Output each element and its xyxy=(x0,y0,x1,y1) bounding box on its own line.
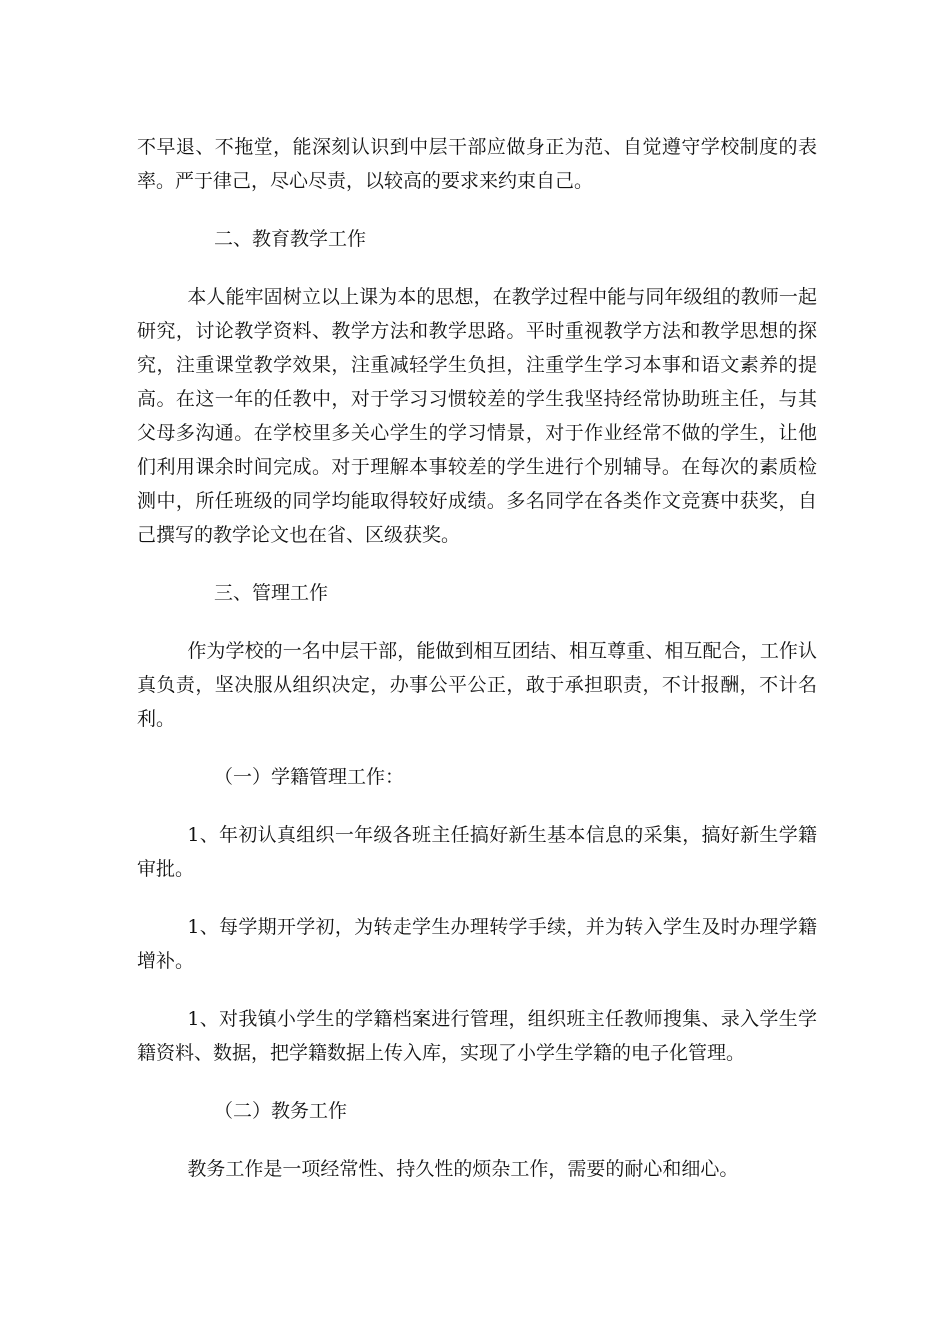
subsection-heading-student-records: （一）学籍管理工作： xyxy=(214,766,405,788)
list-item-records-archive: 1、对我镇小学生的学籍档案进行管理，组织班主任教师搜集、录入学生学籍资料、数据，把学籍数据上传入库，实现了小学生学籍的电子化管理。 xyxy=(137,1008,817,1064)
list-item-new-students: 1、年初认真组织一年级各班主任搞好新生基本信息的采集，搞好新生学籍审批。 xyxy=(137,824,817,880)
paragraph-academic-affairs: 教务工作是一项经常性、持久性的烦杂工作，需要的耐心和细心。 xyxy=(187,1158,739,1180)
paragraph-management: 作为学校的一名中层干部，能做到相互团结、相互尊重、相互配合，工作认真负责，坚决服从组织决定，办事公平公正，敢于承担职责，不计报酬，不计名利。 xyxy=(137,640,817,730)
paragraph-teaching: 本人能牢固树立以上课为本的思想，在教学过程中能与同年级组的教师一起研究，讨论教学资料、教学方法和教学思路。平时重视教学方法和教学思想的探究，注重课堂教学效果，注重减轻学生负担，注重学生学习本事和语文素养的提高。在这一年的任教中，对于学习习惯较差的学生我坚持经常协助班主任，与其父母多沟通。在学校里多关心学生的学习情景，对于作业经常不做的学生，让他们利用课余时间完成。对于理解本事较差的学生进行个别辅导。在每次的素质检测中，所任班级的同学均能取得较好成绩。多名同学在各类作文竞赛中获奖，自己撰写的教学论文也在省、区级获奖。 xyxy=(137,286,817,546)
section-heading-management: 三、管理工作 xyxy=(214,582,329,604)
list-item-transfers: 1、每学期开学初，为转走学生办理转学手续，并为转入学生及时办理学籍增补。 xyxy=(137,916,817,972)
paragraph-continuation: 不早退、不拖堂，能深刻认识到中层干部应做身正为范、自觉遵守学校制度的表率。严于律己，尽心尽责，以较高的要求来约束自己。 xyxy=(137,136,817,192)
subsection-heading-academic-affairs: （二）教务工作 xyxy=(214,1100,348,1122)
section-heading-teaching: 二、教育教学工作 xyxy=(214,228,367,250)
document-body xyxy=(137,130,817,1210)
